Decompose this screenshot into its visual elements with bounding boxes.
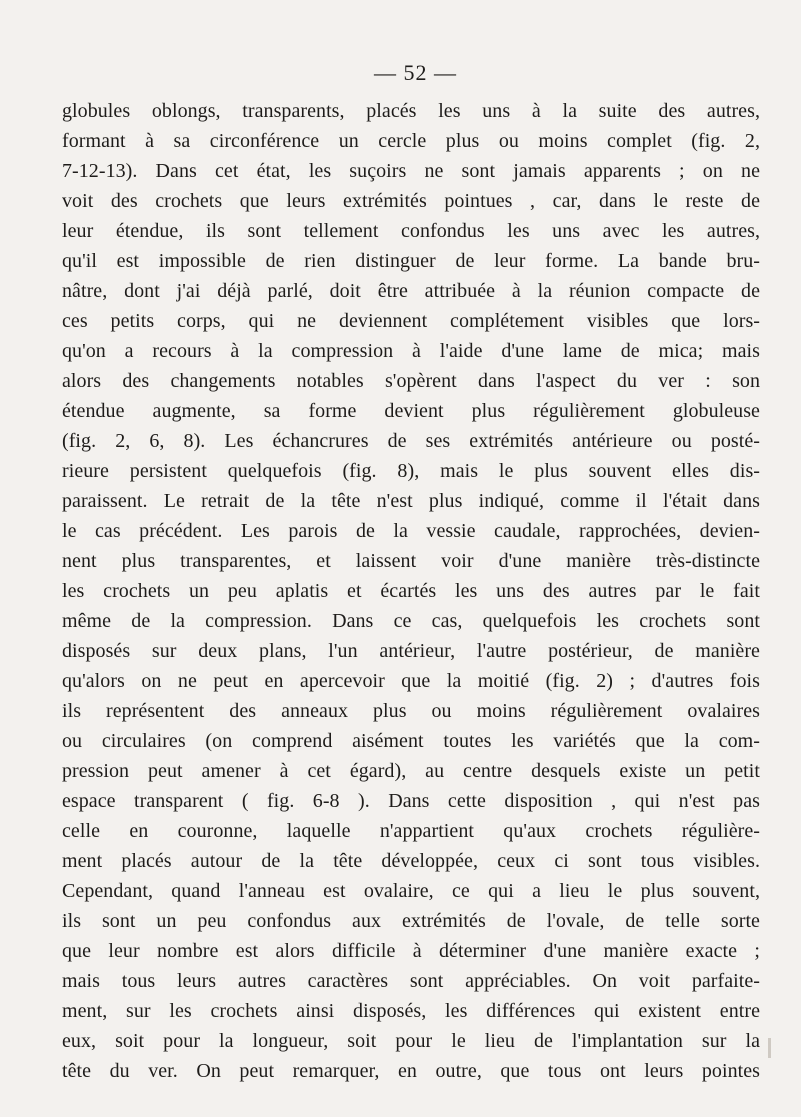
text-line: disposés sur deux plans, l'un antérieur, l'autre postérieur, de manière: [62, 640, 760, 662]
text-line: 7-12-13). Dans cet état, les suçoirs ne sont jamais apparents ; on ne: [62, 160, 760, 182]
text-line: eux, soit pour la longueur, soit pour le lieu de l'implantation sur la: [62, 1030, 760, 1052]
text-line: pression peut amener à cet égard), au centre desquels existe un petit: [62, 760, 760, 782]
text-line: qu'alors on ne peut en apercevoir que la moitié (fig. 2) ; d'autres fois: [62, 670, 760, 692]
text-line: ces petits corps, qui ne deviennent complétement visibles que lors-: [62, 310, 760, 332]
text-line: qu'il est impossible de rien distinguer de leur forme. La bande bru-: [62, 250, 760, 272]
text-line: (fig. 2, 6, 8). Les échancrures de ses extrémités antérieure ou posté-: [62, 430, 760, 452]
text-line: voit des crochets que leurs extrémités pointues , car, dans le reste de: [62, 190, 760, 212]
text-line: celle en couronne, laquelle n'appartient qu'aux crochets régulière-: [62, 820, 760, 842]
text-line: qu'on a recours à la compression à l'aide d'une lame de mica; mais: [62, 340, 760, 362]
margin-mark: [768, 1038, 771, 1058]
text-line: ils sont un peu confondus aux extrémités de l'ovale, de telle sorte: [62, 910, 760, 932]
text-line: même de la compression. Dans ce cas, quelquefois les crochets sont: [62, 610, 760, 632]
text-line: espace transparent ( fig. 6-8 ). Dans cette disposition , qui n'est pas: [62, 790, 760, 812]
text-line: ment, sur les crochets ainsi disposés, les différences qui existent entre: [62, 1000, 760, 1022]
text-line: le cas précédent. Les parois de la vessie caudale, rapprochées, devien-: [62, 520, 760, 542]
text-line: alors des changements notables s'opèrent dans l'aspect du ver : son: [62, 370, 760, 392]
text-line: étendue augmente, sa forme devient plus régulièrement globuleuse: [62, 400, 760, 422]
text-line: rieure persistent quelquefois (fig. 8), mais le plus souvent elles dis-: [62, 460, 760, 482]
text-line: mais tous leurs autres caractères sont appréciables. On voit parfaite-: [62, 970, 760, 992]
text-line: ou circulaires (on comprend aisément toutes les variétés que la com-: [62, 730, 760, 752]
text-line: ment placés autour de la tête développée, ceux ci sont tous visibles.: [62, 850, 760, 872]
text-line: paraissent. Le retrait de la tête n'est plus indiqué, comme il l'était dans: [62, 490, 760, 512]
text-line: tête du ver. On peut remarquer, en outre, que tous ont leurs pointes: [62, 1060, 760, 1082]
page-number: — 52 —: [374, 60, 457, 85]
text-line: ils représentent des anneaux plus ou moins régulièrement ovalaires: [62, 700, 760, 722]
text-line: globules oblongs, transparents, placés les uns à la suite des autres,: [62, 100, 760, 122]
text-line: formant à sa circonférence un cercle plus ou moins complet (fig. 2,: [62, 130, 760, 152]
text-line: nent plus transparentes, et laissent voir d'une manière très-distincte: [62, 550, 760, 572]
text-line: Cependant, quand l'anneau est ovalaire, ce qui a lieu le plus souvent,: [62, 880, 760, 902]
text-line: nâtre, dont j'ai déjà parlé, doit être attribuée à la réunion compacte de: [62, 280, 760, 302]
text-line: les crochets un peu aplatis et écartés les uns des autres par le fait: [62, 580, 760, 602]
text-line: que leur nombre est alors difficile à déterminer d'une manière exacte ;: [62, 940, 760, 962]
text-line: leur étendue, ils sont tellement confondus les uns avec les autres,: [62, 220, 760, 242]
